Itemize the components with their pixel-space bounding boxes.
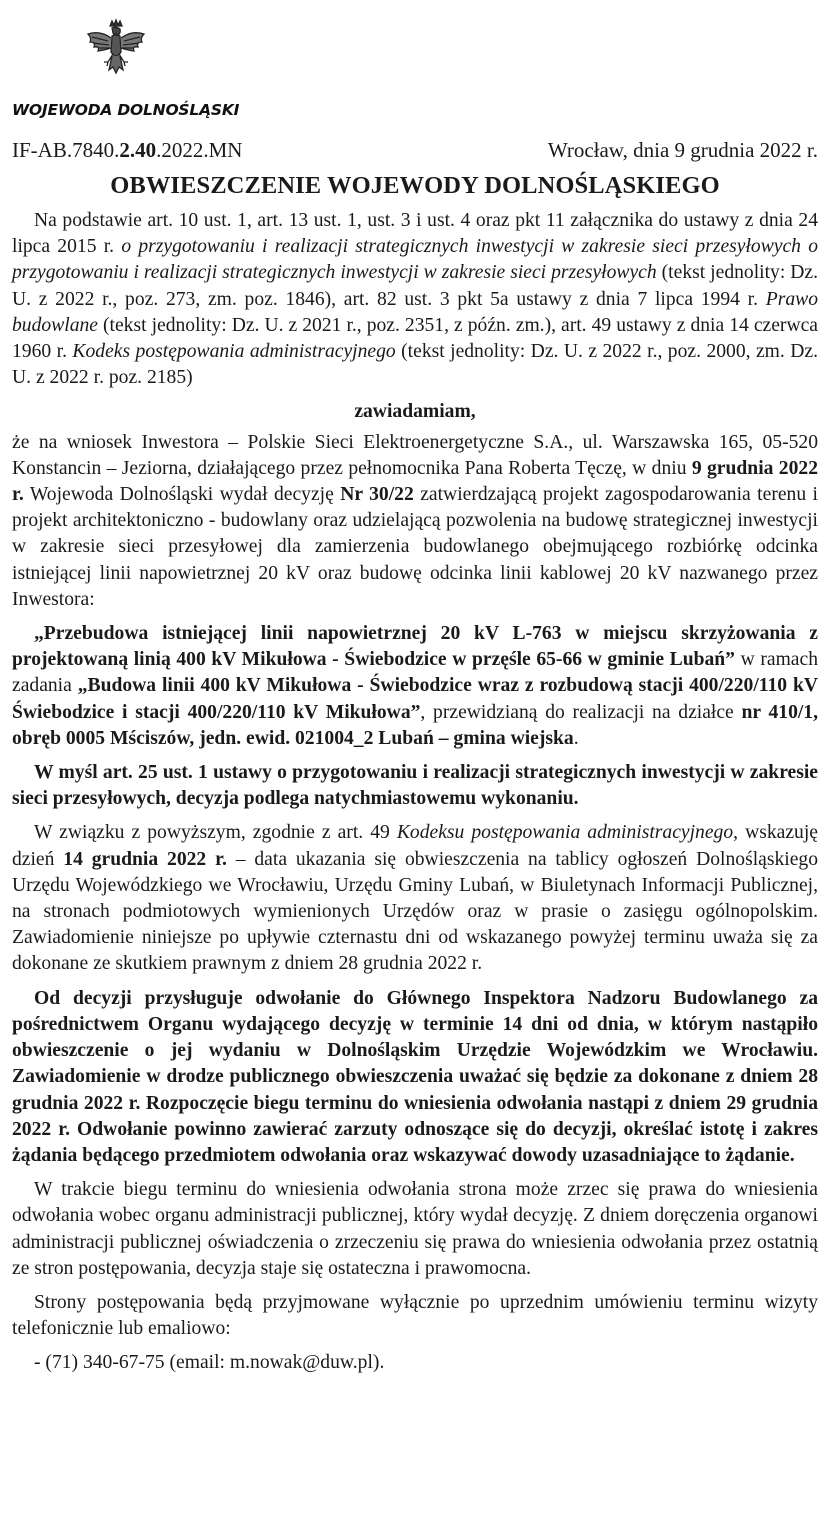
org-name: WOJEWODA DOLNOŚLĄSKI bbox=[12, 101, 240, 119]
legal-basis-paragraph: Na podstawie art. 10 ust. 1, art. 13 ust. 1, ust. 3 i ust. 4 oraz pkt 11 załącznika do ustawy z dnia 24 lipca 2015 r. o przygotowaniu i realizacji strategicznych inwestycji w zakresie sieci przesyłowych o przygotowaniu i realizacji strategicznych inwestycji w zakresie sieci przesyłowych (tekst jednolity: Dz. U. z 2022 r., poz. 273, zm. poz. 1846), art. 82 ust. 3 pkt 5a ustawy z dnia 7 lipca 1994 r. Prawo budowlane (tekst jednolity: Dz. U. z 2021 r., poz. 2351, z późn. zm.), art. 49 ustawy z dnia 14 czerwca 1960 r. Kodeks postępowania administracyjnego (tekst jednolity: Dz. U. z 2022 r., poz. 2000, zm. Dz. U. z 2022 r. poz. 2185) bbox=[12, 210, 819, 389]
decision-paragraph: że na wniosek Inwestora – Polskie Sieci Elektroenergetyczne S.A., ul. Warszawska 165, 05-520 Konstancin – Jeziorna, działającego przez pełnomocnika Pana Roberta Tęczę, w dniu 9 grudnia 2022 r. Wojewoda Dolnośląski wydał decyzję Nr 30/22 zatwierdzającą projekt zagospodarowania terenu i projekt architektoniczno - budowlany oraz udzielającą pozwolenia na budowę strategicznej inwestycji w zakresie sieci przesyłowej dla zamierzenia budowlanego obejmującego rozbiórkę odcinka istniejącej linii napowietrznej 20 kV oraz budowę odcinka linii kablowej 20 kV nazwanego przez Inwestora: bbox=[12, 431, 819, 610]
case-reference-number: 2.40 bbox=[119, 138, 157, 162]
immediate-execution-paragraph: W myśl art. 25 ust. 1 ustawy o przygotowaniu i realizacji strategicznych inwestycji w zakresie sieci przesyłowych, decyzja podlega natychmiastowemu wykonaniu. bbox=[12, 762, 818, 810]
appeal-paragraph: Od decyzji przysługuje odwołanie do Głównego Inspektora Nadzoru Budowlanego za pośrednictwem Organu wydającego decyzję w terminie 14 dni od dnia, w którym nastąpiło obwieszczenie o jej wydaniu w Dolnośląskim Urzędzie Wojewódzkim we Wrocławiu. Zawiadomienie w drodze publicznego obwieszczenia uważać się będzie za dokonane z dniem 28 grudnia 2022 r. Rozpoczęcie biegu terminu do wniesienia odwołania nastąpi z dniem 29 grudnia 2022 r. Odwołanie powinno zawierać zarzuty odnoszące się do decyzji, określać istotę i zakres żądania będącego przedmiotem odwołania oraz wskazywać dowody uzasadniające to żądanie. bbox=[12, 987, 818, 1166]
case-reference-prefix: IF-AB.7840. bbox=[12, 138, 120, 162]
case-reference-suffix: .2022.MN bbox=[156, 138, 243, 162]
case-reference bbox=[12, 137, 242, 163]
waiver-paragraph: W trakcie biegu terminu do wniesienia odwołania strona może zrzec się prawa do wniesienia odwołania wobec organu administracji publicznej, który wydał decyzję. Z dniem doręczenia organowi administracji publicznej oświadczenia o zrzeczeniu się prawa do wniesienia odwołania przez ostatnią ze stron postępowania, decyzja staje się ostateczna i prawomocna. bbox=[12, 1179, 818, 1279]
contact-paragraph: Strony postępowania będą przyjmowane wyłącznie po uprzednim umówieniu terminu wizyty telefonicznie lub emaliowo: bbox=[12, 1291, 818, 1340]
announce-heading: zawiadamiam, bbox=[354, 401, 476, 423]
notice-title: OBWIESZCZENIE WOJEWODY DOLNOŚLĄSKIEGO bbox=[110, 172, 720, 199]
publication-paragraph: W związku z powyższym, zgodnie z art. 49 Kodeksu postępowania administracyjnego, wskazuję dzień 14 grudnia 2022 r. – data ukazania się obwieszczenia na tablicy ogłoszeń Dolnośląskiego Urzędu Wojewódzkiego we Wrocławiu, Urzędu Gminy Lubań, w Biuletynach Informacji Publicznej, na stronach podmiotowych wymienionych Urzędów oraz w prasie o zasięgu ogólnopolskim. Zawiadomienie niniejsze po upływie czternastu dni od wskazanego powyżej terminu uważa się za dokonane ze skutkiem prawnym z dniem 28 grudnia 2022 r. bbox=[12, 822, 818, 975]
email-link[interactable]: m.nowak@duw.pl bbox=[229, 1352, 373, 1374]
place-date: Wrocław, dnia 9 grudnia 2022 r. bbox=[547, 138, 818, 162]
notice-body bbox=[12, 208, 818, 1377]
project-paragraph: „Przebudowa istniejącej linii napowietrznej 20 kV L-763 w miejscu skrzyżowania z projektowaną linią 400 kV Mikułowa - Świebodzice w przęśle 65-66 w gminie Lubań” w ramach zadania „Budowa linii 400 kV Mikułowa - Świebodzice wraz z rozbudową stacji 400/220/110 kV Świebodzice i stacji 400/220/110 kV Mikułowa”, przewidzianą do realizacji na działce nr 410/1, obręb 0005 Mściszów, jedn. ewid. 021004_2 Lubań – gmina wiejska. bbox=[12, 623, 819, 749]
reference-row bbox=[12, 137, 818, 163]
contact-line: - (71) 340-67-75 (email: m.nowak@duw.pl). bbox=[34, 1352, 385, 1374]
polish-eagle-emblem-icon bbox=[78, 18, 154, 94]
